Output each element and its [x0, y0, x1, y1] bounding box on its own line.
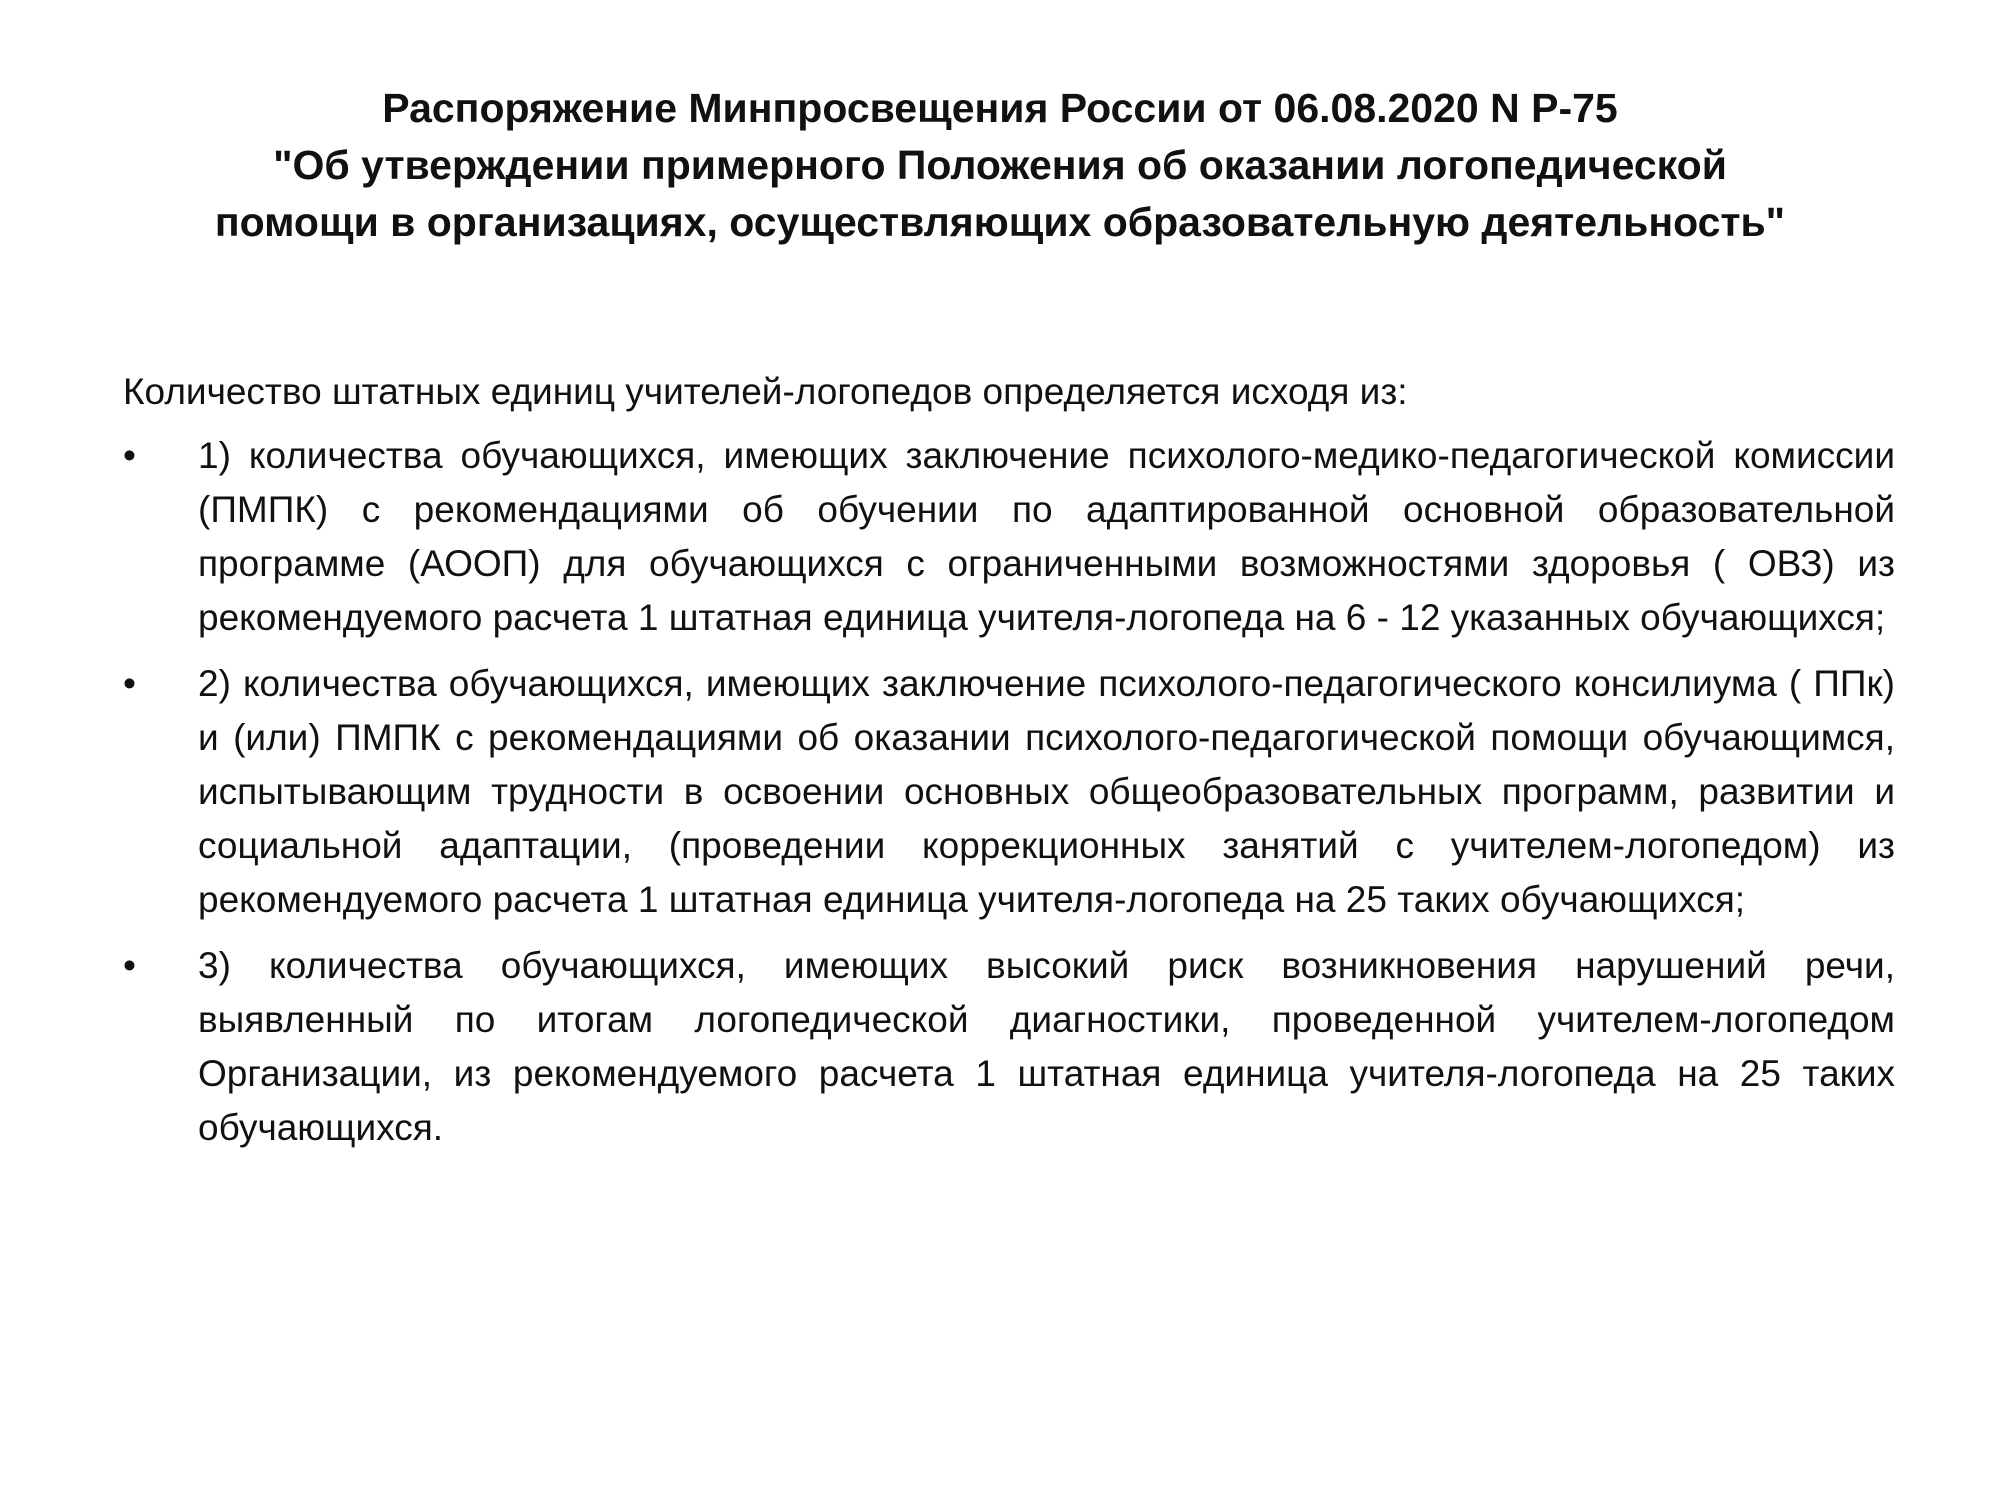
bullet-icon: • [123, 435, 136, 476]
bullet-icon: • [123, 663, 136, 704]
list-item-text: 1) количества обучающихся, имеющих заключение психолого-медико-педагогической комиссии (ПМПК) с рекомендациями об обучении по адаптированной основной образовательной программе (АООП) для обучающихся с ограниченными возможностями здоровья ( ОВЗ) из рекомендуемого расчета 1 штатная единица учителя-логопеда на 6 - 12 указанных обучающихся; [198, 435, 1895, 638]
bullet-icon: • [123, 945, 136, 986]
title-line-1: Распоряжение Минпросвещения России от 06.08.2020 N Р-75 [382, 85, 1618, 131]
list-item-text: 2) количества обучающихся, имеющих заключение психолого-педагогического консилиума ( ППк) и (или) ПМПК с рекомендациями об оказании психолого-педагогической помощи обучающимся, испытывающим трудности в освоении основных общеобразовательных программ, развитии и социальной адаптации, (проведении коррекционных занятий с учителем-логопедом) из рекомендуемого расчета 1 штатная единица учителя-логопеда на 25 таких обучающихся; [198, 663, 1895, 920]
list-item [123, 939, 1895, 1155]
document-title [110, 80, 1890, 251]
list-item-text: 3) количества обучающихся, имеющих высокий риск возникновения нарушений речи, выявленный по итогам логопедической диагностики, проведенной учителем-логопедом Организации, из рекомендуемого расчета 1 штатная единица учителя-логопеда на 25 таких обучающихся. [198, 945, 1895, 1148]
intro-paragraph: Количество штатных единиц учителей-логопедов определяется исходя из: [123, 371, 1408, 412]
bullet-list [123, 429, 1895, 1155]
title-line-3: помощи в организациях, осуществляющих образовательную деятельность" [214, 199, 1786, 245]
list-item [123, 429, 1895, 645]
list-item [123, 657, 1895, 927]
document-body [123, 365, 1895, 1167]
title-line-2: "Об утверждении примерного Положения об оказании логопедической [273, 142, 1727, 188]
